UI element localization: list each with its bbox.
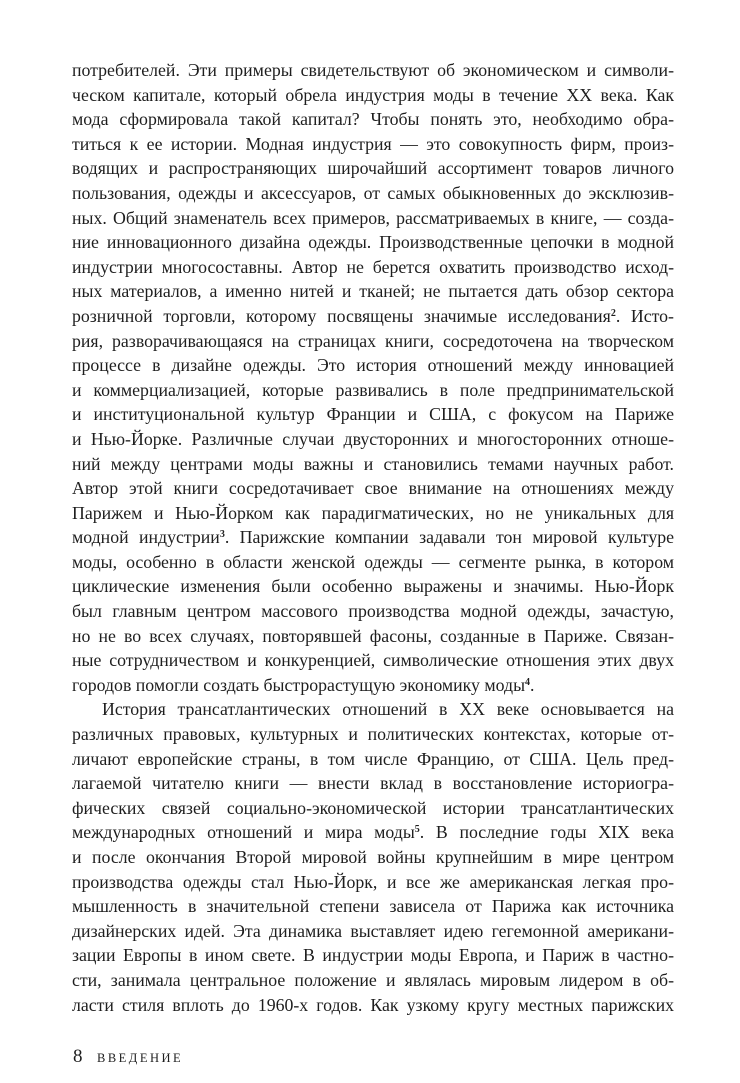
text-line: индустрии многосоставны. Автор не берется охватить производство исход- xyxy=(72,256,674,277)
text-line: пользования, одежды и аксессуаров, от самых обыкновенных до эксклюзив- xyxy=(72,182,674,203)
text-line: потребителей. Эти примеры свидетельствуют об экономическом и символи- xyxy=(72,60,674,80)
text-line: лагаемой читателю книги — внести вклад в восстановление историогра- xyxy=(72,773,674,794)
text-line: циклические изменения были особенно выражены и значимы. Нью-Йорк xyxy=(72,576,674,597)
paragraph-first-line: История трансатлантических отношений в XX веке основывается на xyxy=(102,699,674,720)
text-line: дизайнерских идей. Эта динамика выставляет идею гегемонной американи- xyxy=(72,920,674,941)
text-line: ных. Общий знаменатель всех примеров, рассматриваемых в книге, — созда- xyxy=(72,207,674,228)
page-number: 8 xyxy=(73,1046,83,1067)
footnote-ref-4[interactable]: 4 xyxy=(525,676,531,688)
text-line xyxy=(72,820,674,845)
footnote-ref-5[interactable]: 5 xyxy=(414,824,420,836)
text-line xyxy=(72,673,674,698)
text-line: ний между центрами моды важны и становились темами научных работ. xyxy=(72,453,674,474)
text-line xyxy=(72,525,674,550)
text-segment: модной индустрии xyxy=(72,527,220,548)
text-line: ние инновационного дизайна одежды. Производственные цепочки в модной xyxy=(72,232,674,253)
text-line: мода сформировала такой капитал? Чтобы понять это, необходимо обра- xyxy=(72,109,674,130)
text-line: и Нью-Йорке. Различные случаи двусторонних и многосторонних отноше- xyxy=(72,428,674,449)
text-segment: . Парижские компании задавали тон мировой культуре xyxy=(224,527,674,548)
text-line: ные сотрудничеством и конкуренцией, символические отношения этих двух xyxy=(72,650,674,671)
text-line: ческом капитале, который обрела индустрия моды в течение XX века. Как xyxy=(72,84,674,105)
text-segment: . Исто- xyxy=(615,305,674,326)
section-title: ВВЕДЕНИЕ xyxy=(97,1051,184,1065)
text-line: мышленность в значительной степени зависела от Парижа как источника xyxy=(72,896,674,917)
text-segment: международных отношений и мира моды xyxy=(72,822,415,843)
text-line xyxy=(72,304,674,329)
text-line: личают европейские страны, в том числе Францию, от США. Цель пред- xyxy=(72,748,674,769)
text-line: процессе в дизайне одежды. Это история отношений между инновацией xyxy=(72,355,674,376)
text-line: моды, особенно в области женской одежды — сегменте рынка, в котором xyxy=(72,551,674,572)
text-line: различных правовых, культурных и политических контекстах, которые от- xyxy=(72,724,674,745)
footnote-ref-2[interactable]: 2 xyxy=(610,307,616,319)
text-line: производства одежды стал Нью-Йорк, и все же американская легкая про- xyxy=(72,871,674,892)
body-text xyxy=(72,58,674,1017)
footnote-ref-3[interactable]: 3 xyxy=(219,529,225,541)
text-line: зации Европы в ином свете. В индустрии моды Европа, и Париж в частно- xyxy=(72,945,674,966)
text-segment: . xyxy=(530,674,535,695)
text-line: был главным центром массового производства модной одежды, зачастую, xyxy=(72,601,674,622)
text-line: титься к ее истории. Модная индустрия — это совокупность фирм, произ- xyxy=(72,133,674,154)
text-line: Автор этой книги сосредотачивает свое внимание на отношениях между xyxy=(72,478,674,499)
text-line: рия, разворачивающаяся на страницах книги, сосредоточена на творческом xyxy=(72,330,674,351)
text-line: фических связей социально-экономической истории трансатлантических xyxy=(72,797,674,818)
text-line: ласти стиля вплоть до 1960-х годов. Как узкому кругу местных парижских xyxy=(72,994,674,1015)
text-line: но не во всех случаях, повторявшей фасоны, созданные в Париже. Связан- xyxy=(72,625,674,646)
text-line: Парижем и Нью-Йорком как парадигматических, но не уникальных для xyxy=(72,502,674,523)
text-segment: розничной торговли, которому посвящены значимые исследования xyxy=(72,305,611,326)
text-line: и коммерциализацией, которые развивались в поле предпринимательской xyxy=(72,379,674,400)
text-line: сти, занимала центральное положение и являлась мировым лидером в об- xyxy=(72,969,674,990)
page-footer xyxy=(73,1046,183,1068)
text-line: водящих и распространяющих широчайший ассортимент товаров личного xyxy=(72,158,674,179)
text-segment: городов помогли создать быстрорастущую экономику моды xyxy=(72,674,526,695)
text-line: ных материалов, а именно нитей и тканей; не пытается дать обзор сектора xyxy=(72,281,674,302)
text-segment: . В последние годы XIX века xyxy=(419,822,674,843)
text-line: и институциональной культур Франции и США, с фокусом на Париже xyxy=(72,404,674,425)
text-line: и после окончания Второй мировой войны крупнейшим в мире центром xyxy=(72,847,674,867)
